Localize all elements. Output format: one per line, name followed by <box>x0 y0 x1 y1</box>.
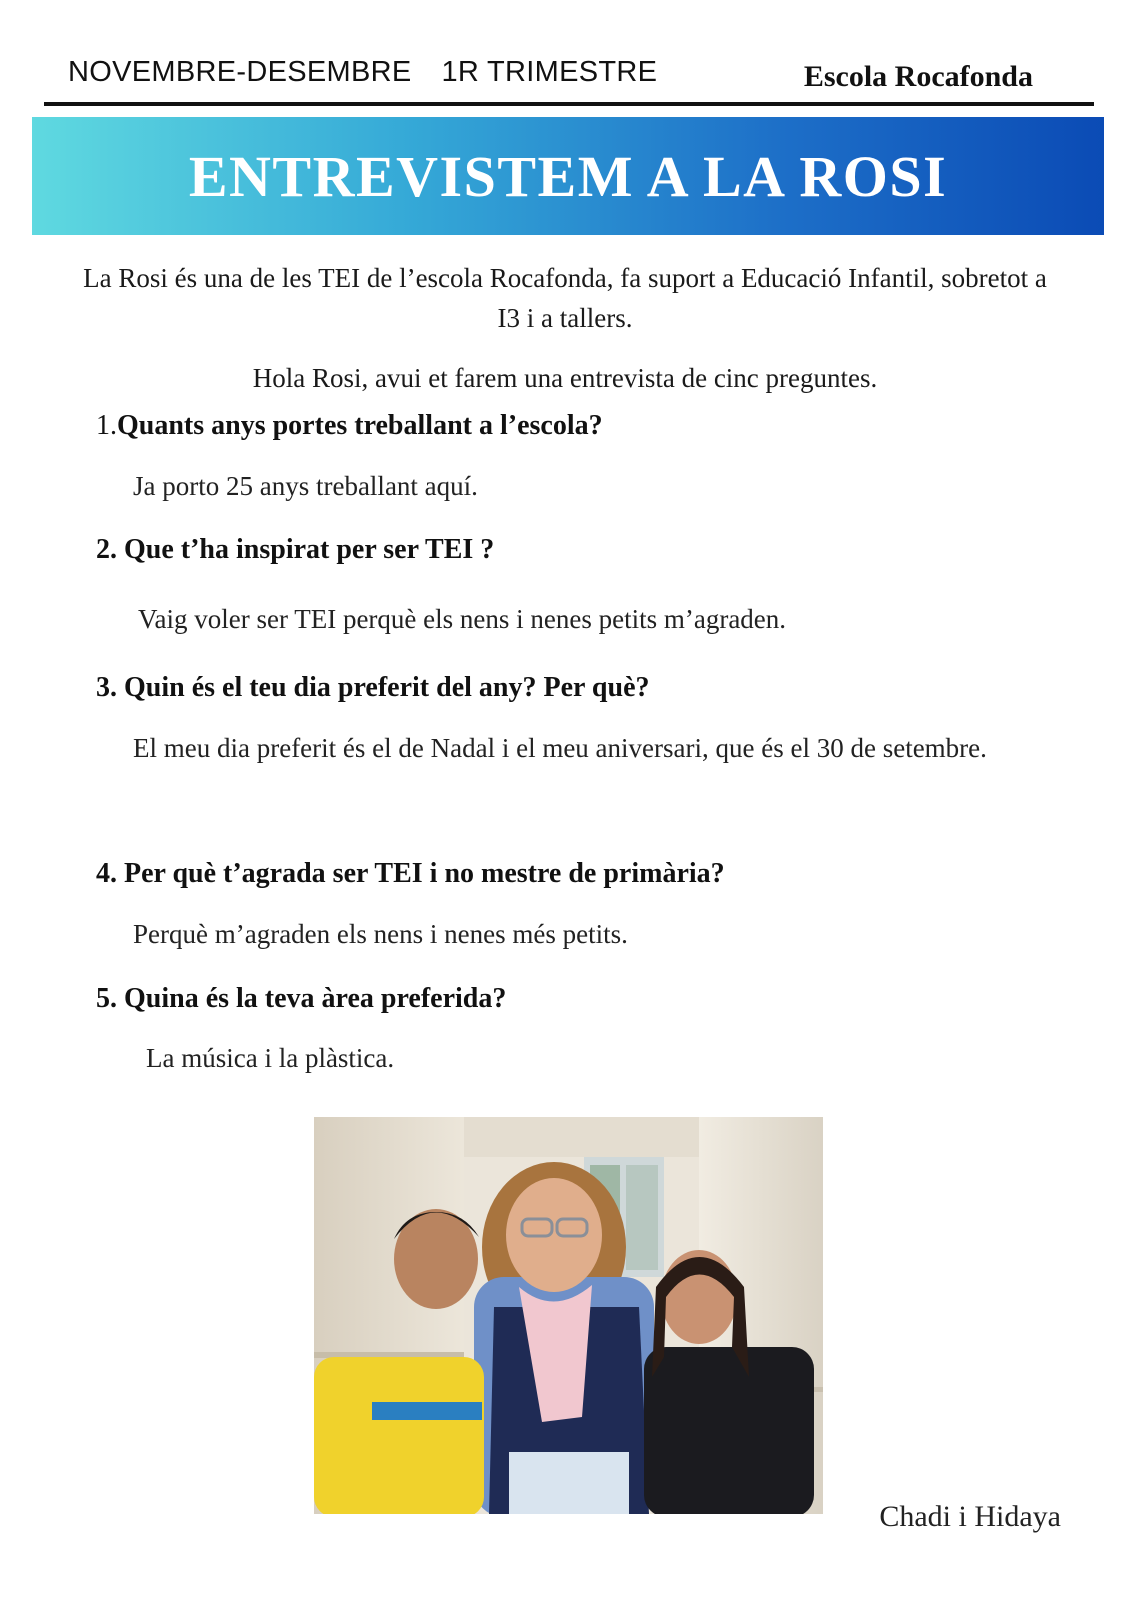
period-label: NOVEMBRE-DESEMBRE <box>68 56 412 88</box>
intro-paragraph: La Rosi és una de les TEI de l’escola Rocafonda, fa suport a Educació Infantil, sobretot a I3 i a tallers. <box>83 263 1047 333</box>
answer-5: La música i la plàstica. <box>146 1043 395 1073</box>
question-2 <box>96 534 494 566</box>
question-text: Quin és el teu dia preferit del any? Per què? <box>124 672 650 703</box>
question-1 <box>96 410 603 442</box>
page-title: ENTREVISTEM A LA ROSI <box>188 143 948 209</box>
answer-2: Vaig voler ser TEI perquè els nens i nenes petits m’agraden. <box>138 604 787 634</box>
title-banner <box>32 117 1104 235</box>
question-5 <box>96 983 506 1015</box>
question-4 <box>96 858 725 890</box>
question-text: Que t’ha inspirat per ser TEI ? <box>124 534 495 565</box>
answer-1: Ja porto 25 anys treballant aquí. <box>133 471 478 501</box>
header-divider <box>44 102 1094 106</box>
school-name: Escola Rocafonda <box>803 60 1033 93</box>
question-3 <box>96 672 650 704</box>
question-number: 3. <box>96 672 117 703</box>
question-number: 5. <box>96 983 117 1014</box>
newsletter-period <box>68 56 657 89</box>
photo-credit: Chadi i Hidaya <box>879 1500 1061 1533</box>
question-number: 1. <box>96 410 117 441</box>
question-text: Quants anys portes treballant a l’escola? <box>117 410 603 441</box>
question-number: 2. <box>96 534 117 565</box>
question-text: Quina és la teva àrea preferida? <box>124 983 507 1014</box>
greeting-line: Hola Rosi, avui et farem una entrevista de cinc preguntes. <box>252 363 878 393</box>
question-number: 4. <box>96 858 117 889</box>
answer-3: El meu dia preferit és el de Nadal i el meu aniversari, que és el 30 de setembre. <box>133 733 987 763</box>
group-photo <box>314 1117 823 1514</box>
term-label: 1R TRIMESTRE <box>441 56 658 88</box>
answer-4: Perquè m’agraden els nens i nenes més petits. <box>133 919 628 949</box>
question-text: Per què t’agrada ser TEI i no mestre de primària? <box>124 858 725 889</box>
